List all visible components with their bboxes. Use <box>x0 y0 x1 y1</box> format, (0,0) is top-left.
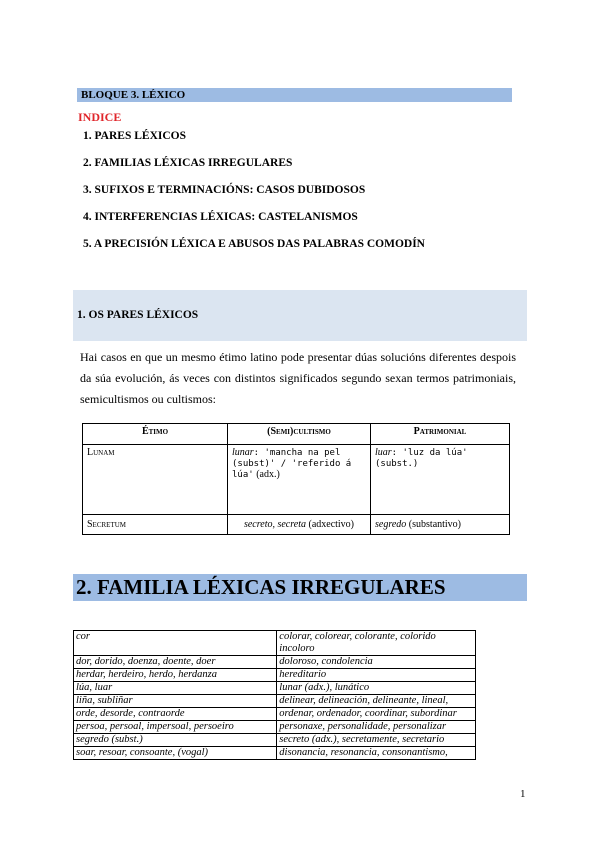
family-learned-cell: hereditario <box>277 669 476 682</box>
family-base-cell: soar, resoar, consoante, (vogal) <box>74 747 277 760</box>
family-learned-cell: personaxe, personalidade, personalizar <box>277 721 476 734</box>
cultismo-category: (adxectivo) <box>305 519 355 530</box>
toc-item-2: 2. FAMILIAS LÉXICAS IRREGULARES <box>83 157 293 169</box>
section-1-title: 1. OS PARES LÉXICOS <box>77 309 199 321</box>
etimo-cell: Lunam <box>83 445 228 515</box>
family-base-cell: dor, dorido, doenza, doente, doer <box>74 656 277 669</box>
family-base-cell: orde, desorde, contraorde <box>74 708 277 721</box>
cultismo-word: secreto, secreta <box>243 519 306 530</box>
family-learned-cell: doloroso, condolencia <box>277 656 476 669</box>
table-row <box>74 695 476 708</box>
family-base-cell: lúa, luar <box>74 682 277 695</box>
table-row <box>74 708 476 721</box>
patrimonial-cell <box>371 515 510 535</box>
header-etimo: Étimo <box>83 424 228 445</box>
family-learned-cell: ordenar, ordenador, coordinar, subordinar <box>277 708 476 721</box>
index-heading: INDICE <box>78 110 122 124</box>
table-row <box>74 656 476 669</box>
patrimonial-category: (substantivo) <box>406 519 462 530</box>
header-cultismo: (Semi)cultismo <box>228 424 371 445</box>
table-row <box>83 515 510 535</box>
table-row <box>74 631 476 656</box>
table-row <box>83 445 510 515</box>
toc-item-1: 1. PARES LÉXICOS <box>83 130 186 142</box>
family-base-cell: segredo (subst.) <box>74 734 277 747</box>
etimo-cell: Secretum <box>83 515 228 535</box>
section-1-paragraph: Hai casos en que un mesmo étimo latino pode presentar dúas solucións diferentes despois da súa evolución, ás veces con distintos significados segundo sexan termos patrimoniais, semicultismos ou cultismos: <box>80 350 516 406</box>
family-base-cell: persoa, persoal, impersoal, persoeiro <box>74 721 277 734</box>
cultismo-word: lunar <box>232 447 254 458</box>
family-base-cell: herdar, herdeiro, herdo, herdanza <box>74 669 277 682</box>
pairs-table-header <box>83 424 510 445</box>
patrimonial-word: luar <box>375 447 392 458</box>
family-base-cell: liña, subliñar <box>74 695 277 708</box>
family-base-cell: cor <box>74 631 277 656</box>
patrimonial-meaning: : 'luz da lúa' (subst.) <box>375 448 468 469</box>
table-row <box>74 721 476 734</box>
cultismo-cell <box>228 445 371 515</box>
patrimonial-word: segredo <box>375 519 407 530</box>
families-table <box>73 630 476 760</box>
pairs-table <box>82 423 510 535</box>
cultismo-category: (adx.) <box>256 469 280 480</box>
cultismo-meaning: : 'mancha na pel (subst)' / 'referido á lúa' <box>232 448 352 480</box>
table-row <box>74 747 476 760</box>
family-learned-cell: colorar, colorear, colorante, colorido incoloro <box>277 631 476 656</box>
table-row <box>74 682 476 695</box>
header-patrimonial: Patrimonial <box>371 424 510 445</box>
toc-item-4: 4. INTERFERENCIAS LÉXICAS: CASTELANISMOS <box>83 211 358 223</box>
family-learned-cell: lunar (adx.), lunático <box>277 682 476 695</box>
table-row <box>74 669 476 682</box>
page-number: 1 <box>520 788 526 800</box>
family-learned-cell: secreto (adx.), secretamente, secretario <box>277 734 476 747</box>
patrimonial-cell <box>371 445 510 515</box>
toc-item-5: 5. A PRECISIÓN LÉXICA E ABUSOS DAS PALABRAS COMODÍN <box>83 238 425 250</box>
block-title: BLOQUE 3. LÉXICO <box>77 88 512 102</box>
table-row <box>74 734 476 747</box>
family-learned-cell: disonancia, resonancia, consonantismo, <box>277 747 476 760</box>
section-2-title: 2. FAMILIA LÉXICAS IRREGULARES <box>76 575 446 599</box>
family-learned-cell: delinear, delineación, delineante, lineal, <box>277 695 476 708</box>
toc-item-3: 3. SUFIXOS E TERMINACIÓNS: CASOS DUBIDOSOS <box>83 184 366 196</box>
cultismo-cell <box>228 515 371 535</box>
